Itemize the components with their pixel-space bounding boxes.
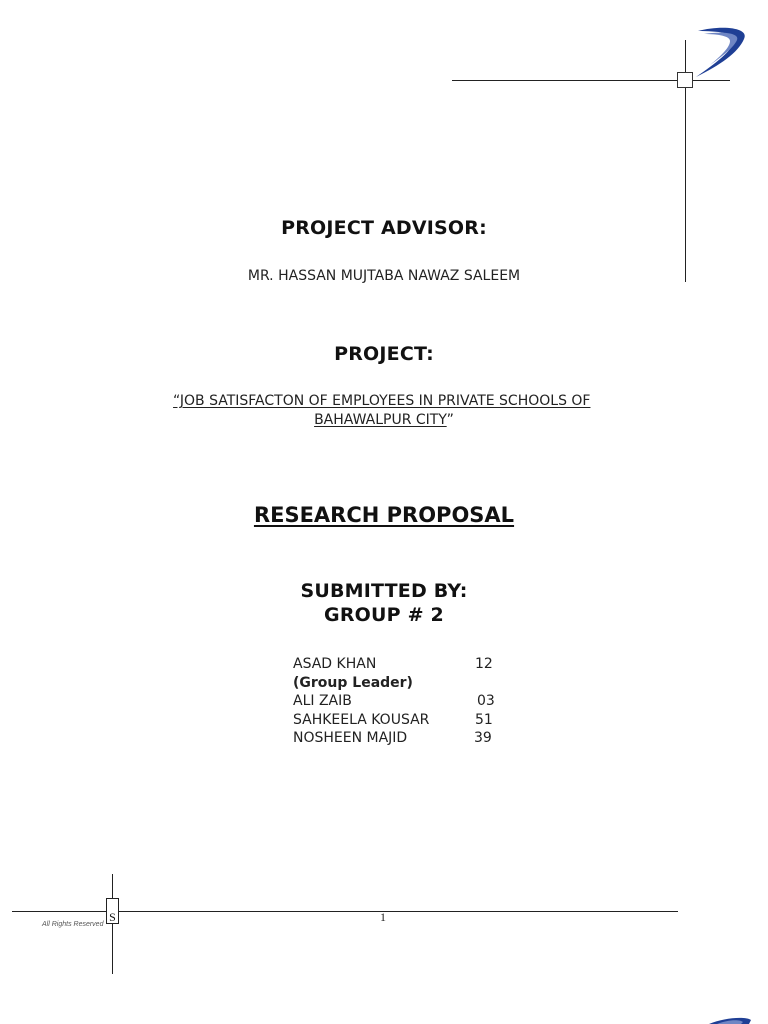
member-role: (Group Leader) — [293, 674, 413, 691]
advisor-name: MR. HASSAN MUJTABA NAWAZ SALEEM — [247, 268, 521, 284]
page-number: 1 — [380, 910, 386, 924]
research-proposal-heading: RESEARCH PROPOSAL — [253, 503, 515, 527]
member-row — [293, 655, 523, 674]
member-row — [293, 692, 523, 711]
member-name: ALI ZAIB — [293, 693, 352, 709]
group-number-heading: GROUP # 2 — [324, 604, 444, 626]
project-title-close-quote: ” — [446, 412, 454, 428]
footer-letter-box: S — [106, 898, 119, 924]
member-number: 03 — [477, 693, 495, 709]
project-title-line-2: BAHAWALPUR CITY — [314, 412, 447, 428]
footer-rights-note: All Rights Reserved — [42, 921, 104, 928]
member-number: 12 — [475, 656, 493, 672]
member-row — [293, 674, 523, 693]
member-number: 51 — [475, 711, 493, 728]
logo-swoosh-icon — [705, 1016, 755, 1024]
advisor-heading: PROJECT ADVISOR: — [281, 217, 487, 239]
project-title — [0, 392, 768, 430]
project-title-line-1: “JOB SATISFACTON OF EMPLOYEES IN PRIVATE SCHOOLS OF — [173, 393, 591, 409]
member-name: NOSHEEN MAJID — [293, 730, 408, 746]
logo-swoosh-icon — [690, 25, 750, 80]
member-row — [293, 729, 523, 748]
member-number: 39 — [474, 730, 492, 746]
member-list — [293, 655, 523, 748]
member-row — [293, 711, 523, 730]
project-heading: PROJECT: — [334, 343, 434, 365]
member-name: ASAD KHAN — [293, 656, 377, 672]
submitted-by-heading: SUBMITTED BY: — [300, 580, 468, 602]
member-name: SAHKEELA KOUSAR — [293, 711, 430, 728]
